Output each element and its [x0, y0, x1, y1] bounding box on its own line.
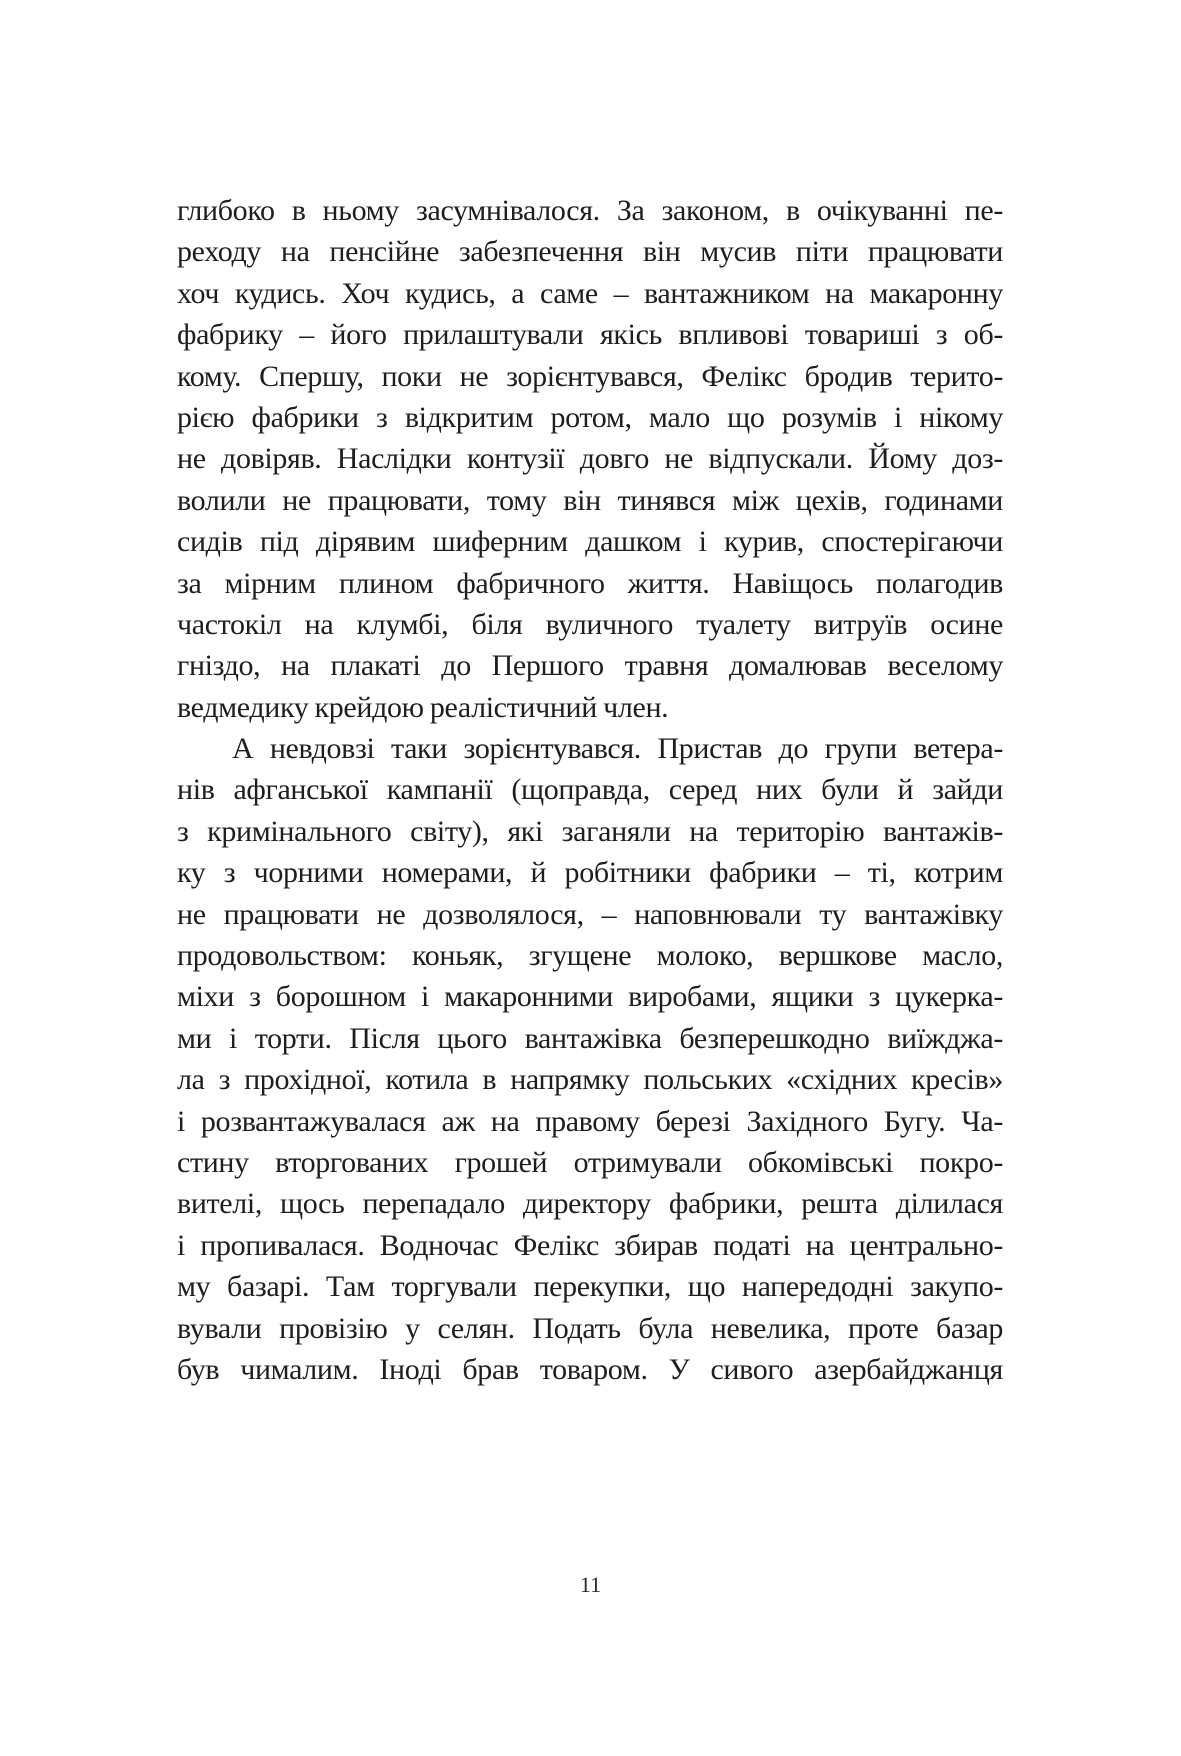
text-line: стину вторгованих грошей отримували обкомівські покро-	[177, 1145, 1003, 1179]
text-line: нів афганської кампанії (щоправда, серед них були й зайди	[177, 773, 1003, 807]
text-line: кому. Спершу, поки не зорієнтувався, Фелікс бродив терито-	[177, 359, 1003, 393]
text-line: вителі, щось перепадало директору фабрики, решта ділилася	[177, 1187, 1003, 1221]
text-line: міхи з борошном і макаронними виробами, ящики з цукерка-	[177, 980, 1003, 1014]
paragraph-2	[177, 728, 1003, 1390]
text-line: рією фабрики з відкритим ротом, мало що розумів і нікому	[177, 400, 1003, 434]
text-line: не працювати не дозволялося, – наповнювали ту вантажівку	[177, 897, 1003, 931]
text-line: був чималим. Іноді брав товаром. У сивого азербайджанця	[177, 1352, 1003, 1386]
text-line: не довіряв. Наслідки контузії довго не відпускали. Йому доз-	[177, 442, 1003, 476]
body-text	[177, 190, 1003, 1390]
text-line: А невдовзі таки зорієнтувався. Пристав до групи ветера-	[232, 732, 1003, 766]
text-line: за мірним плином фабричного життя. Навіщось полагодив	[177, 566, 1003, 600]
text-line: вували провізію у селян. Подать була невелика, проте базар	[177, 1311, 1003, 1345]
text-line: ведмедику крейдою реалістичний член.	[177, 690, 669, 724]
text-line: і розвантажувалася аж на правому березі Західного Бугу. Ча-	[177, 1104, 1003, 1138]
text-line: фабрику – його прилаштували якісь впливові товариші з об-	[177, 318, 1003, 352]
text-line: продовольством: коньяк, згущене молоко, вершкове масло,	[177, 939, 1003, 973]
text-line: му базарі. Там торгували перекупки, що напередодні закупо-	[177, 1270, 1003, 1304]
text-line: сидів під дірявим шиферним дашком і курив, спостерігаючи	[177, 525, 1003, 559]
text-line: реходу на пенсійне забезпечення він мусив піти працювати	[177, 235, 1003, 269]
page-number: 11	[579, 1572, 602, 1597]
text-line: ми і торти. Після цього вантажівка безперешкодно виїжджа-	[177, 1021, 1003, 1055]
text-line: глибоко в ньому засумнівалося. За законом, в очікуванні пе-	[177, 194, 1003, 227]
text-line: і пропивалася. Водночас Фелікс збирав податі на центрально-	[177, 1228, 1003, 1262]
text-line: ла з прохідної, котила в напрямку польських «східних кресів»	[177, 1063, 1003, 1097]
text-line: частокіл на клумбі, біля вуличного туалету витруїв осине	[177, 607, 1003, 641]
text-line: ку з чорними номерами, й робітники фабрики – ті, котрим	[177, 856, 1003, 890]
text-line: волили не працювати, тому він тинявся між цехів, годинами	[177, 483, 1003, 517]
text-line: гніздо, на плакаті до Першого травня домалював веселому	[177, 649, 1003, 683]
text-line: з кримінального світу), які заганяли на територію вантажів-	[177, 814, 1003, 848]
text-line: хоч кудись. Хоч кудись, а саме – вантажником на макаронну	[177, 276, 1003, 310]
paragraph-1	[177, 190, 1003, 728]
